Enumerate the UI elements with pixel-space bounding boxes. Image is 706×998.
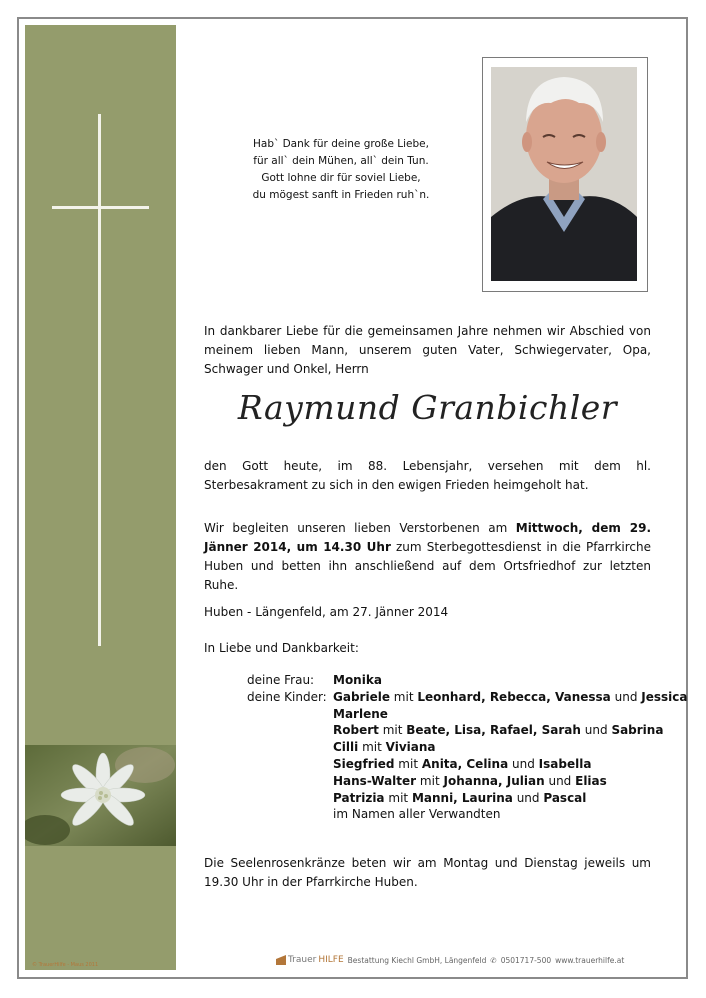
footer [276,955,624,965]
word-mit: mit [398,756,419,771]
relative-names: Anita, Celina [421,756,509,771]
poem-line: Gott lohne dir für soviel Liebe, [261,172,421,184]
funeral-text-part: Wir begleiten unseren lieben Verstorbenen am [204,521,516,535]
list-item [333,756,663,773]
portrait-photo [491,67,637,281]
memorial-poem [230,136,452,204]
company-name: Bestattung Kiechl GmbH, Längenfeld [347,955,487,965]
relative-name: Isabella [538,756,592,771]
rosary-text: Die Seelenrosenkränze beten wir am Montag und Dienstag jeweils um 19.30 Uhr in der Pfarrkirche Huben. [204,856,651,889]
word-und: und [584,723,608,738]
cross-icon-bar [52,206,149,209]
word-und: und [516,790,540,805]
relative-names: Leonhard, Rebecca, Vanessa [417,689,611,704]
relative-name: Elias [575,773,607,788]
relative-name: Sabrina [611,723,664,738]
intro-text: In dankbarer Liebe für die gemeinsamen Jahre nehmen wir Abschied von meinem lieben Mann, unserem guten Vater, Schwiegervater, Opa, Schwager und Onkel, Herrn [204,324,651,376]
list-item [333,689,688,706]
word-und: und [548,773,572,788]
death-notice-text: den Gott heute, im 88. Lebensjahr, versehen mit dem hl. Sterbesakrament zu sich in den ewigen Frieden heimgeholt hat. [204,459,651,492]
relative-names: Beate, Lisa, Rafael, Sarah [406,723,581,738]
relative-names: Viviana [385,740,436,755]
poem-line: du mögest sanft in Frieden ruh`n. [252,189,430,201]
relative-names: Johanna, Julian [443,773,545,788]
relative-name: Monika [333,673,382,687]
phone-icon: ✆ [490,955,497,965]
brand-name-part: Trauer [288,955,317,965]
word-und: und [614,689,638,704]
word-mit: mit [419,773,440,788]
brand-name-part: HILFE [318,955,344,965]
funeral-date: Mittwoch, dem 29. Jänner 2014, um 14.30 Uhr [204,521,651,554]
relative-name: Marlene [333,706,388,721]
relative-name: Cilli [333,740,359,755]
word-mit: mit [393,689,414,704]
relative-name: Hans-Walter [333,773,417,788]
relative-name: Robert [333,723,379,738]
list-item: im Namen aller Verwandten [333,807,501,822]
list-item [333,739,663,756]
word-mit: mit [382,723,403,738]
list-item [333,722,663,739]
place-date: Huben - Längenfeld, am 27. Jänner 2014 [204,605,449,619]
relative-name: Siegfried [333,756,395,771]
list-item [333,672,663,689]
logo-icon [276,955,286,965]
funeral-text [204,519,651,595]
relative-name: Patrizia [333,790,385,805]
image-credit: © TrauerHilfe - Maus 2011 [32,962,99,968]
word-und: und [512,756,535,771]
relatives-list [333,672,688,823]
children-label: deine Kinder: [247,690,327,704]
relative-names: Manni, Laurina [411,790,513,805]
brand-logo [276,955,344,965]
relative-name: Gabriele [333,689,390,704]
word-mit: mit [388,790,409,805]
edelweiss-image [25,745,176,846]
cross-icon [98,114,101,646]
website-link[interactable]: www.trauerhilfe.at [555,955,625,965]
word-mit: mit [362,740,382,755]
wife-label: deine Frau: [247,673,315,687]
poem-line: für all` dein Mühen, all` dein Tun. [253,155,429,167]
relative-name: Jessica [641,689,688,704]
phone-number: 0501717-500 [500,955,552,965]
relative-name: Pascal [543,790,587,805]
funeral-text-part: zum Sterbegottesdienst in die Pfarrkirche Huben und betten ihn anschließend auf dem Ortsfriedhof zur letzten Ruhe. [204,540,651,592]
poem-line: Hab` Dank für deine große Liebe, [253,138,429,150]
list-item [333,790,663,807]
closing-line: In Liebe und Dankbarkeit: [204,641,359,655]
list-item [333,773,663,790]
deceased-name: Raymund Granbichler [237,388,618,427]
list-item [333,706,663,723]
